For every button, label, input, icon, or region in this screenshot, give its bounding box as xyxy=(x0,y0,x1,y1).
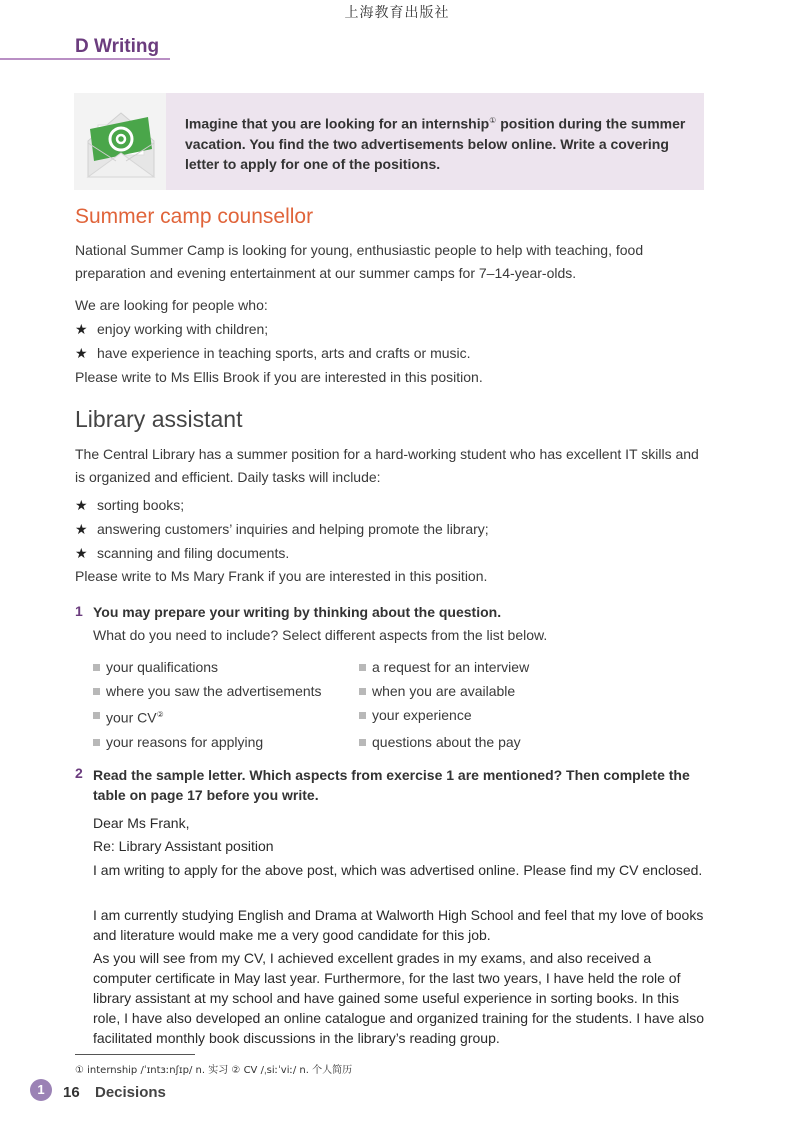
list-item: ★ sorting books; xyxy=(75,493,705,517)
section-title-underline xyxy=(0,58,170,60)
square-bullet-icon xyxy=(359,739,366,746)
ad-title-library: Library assistant xyxy=(75,406,243,432)
letter-paragraph: I am currently studying English and Drama at Walworth High School and feel that my love of books and literature would make me a very good candidate for this job. xyxy=(93,907,704,943)
star-bullet-icon: ★ xyxy=(75,521,88,537)
star-bullet-icon: ★ xyxy=(75,321,88,337)
ad-contact-summer-camp: Please write to Ms Ellis Brook if you are interested in this position. xyxy=(75,369,483,385)
letter-paragraph: I am writing to apply for the above post, which was advertised online. Please find my CV enclosed. xyxy=(93,862,703,878)
list-item: when you are available xyxy=(359,679,639,703)
publisher-header: 上海教育出版社 xyxy=(344,5,450,21)
exercise-heading: Read the sample letter. Which aspects from exercise 1 are mentioned? Then complete the table on page 17 before you write. xyxy=(93,767,690,803)
ad-lead-summer-camp: We are looking for people who: xyxy=(75,297,268,313)
list-item: a request for an interview xyxy=(359,655,639,679)
email-at-icon xyxy=(80,103,162,183)
exercise-heading: You may prepare your writing by thinking about the question. xyxy=(93,604,502,620)
ad-tasks-library xyxy=(75,493,705,565)
list-item: ★ answering customers’ inquiries and helping promote the library; xyxy=(75,517,705,541)
exercise-number: 1 xyxy=(75,603,83,619)
footnote-marker: ② xyxy=(156,710,164,719)
square-bullet-icon xyxy=(359,664,366,671)
task-instruction-text: Imagine that you are looking for an internship① position during the summer vacation. You find the two advertisements below online. Write a covering letter to apply for one of the positions. xyxy=(185,115,686,172)
footnote-divider xyxy=(75,1054,195,1055)
letter-greeting: Dear Ms Frank, xyxy=(93,815,190,831)
email-icon-panel xyxy=(74,93,166,190)
list-item: your qualifications xyxy=(93,655,359,679)
list-item: your CV② xyxy=(93,703,359,730)
list-item: ★ enjoy working with children; xyxy=(75,317,705,341)
footnote-marker: ① xyxy=(489,116,497,125)
star-bullet-icon: ★ xyxy=(75,345,88,361)
list-item: your experience xyxy=(359,703,639,730)
ad-contact-library: Please write to Ms Mary Frank if you are interested in this position. xyxy=(75,568,488,584)
list-item: ★ scanning and filing documents. xyxy=(75,541,705,565)
section-title: D Writing xyxy=(75,36,160,57)
ad-title-summer-camp: Summer camp counsellor xyxy=(75,205,314,228)
list-item: your reasons for applying xyxy=(93,730,359,754)
letter-subject: Re: Library Assistant position xyxy=(93,838,274,854)
letter-paragraph: As you will see from my CV, I achieved excellent grades in my exams, and also received a computer certificate in May last year. Furthermore, for the last two years, I have held the role of library assistant at my school and have gained some useful experience in sorting books. In this role, I have also developed an online catalogue and organized training for the students. I have also facilitated monthly book discussions in the library’s reading group. xyxy=(93,950,704,1046)
ad-intro-library: The Central Library has a summer position for a hard-working student who has excellent IT skills and is organized and efficient. Daily tasks will include: xyxy=(75,446,699,485)
square-bullet-icon xyxy=(93,664,100,671)
square-bullet-icon xyxy=(93,712,100,719)
ad-intro-summer-camp: National Summer Camp is looking for young, enthusiastic people to help with teaching, food preparation and evening entertainment at our summer camps for 7–14-year-olds. xyxy=(75,242,644,281)
square-bullet-icon xyxy=(359,712,366,719)
star-bullet-icon: ★ xyxy=(75,545,88,561)
square-bullet-icon xyxy=(93,739,100,746)
ad-requirements-summer-camp xyxy=(75,317,705,365)
list-item: where you saw the advertisements xyxy=(93,679,359,703)
exercise-number: 2 xyxy=(75,765,83,781)
aspects-list xyxy=(93,655,653,754)
star-bullet-icon: ★ xyxy=(75,497,88,513)
unit-badge: 1 xyxy=(30,1079,52,1101)
square-bullet-icon xyxy=(359,688,366,695)
square-bullet-icon xyxy=(93,688,100,695)
list-item: ★ have experience in teaching sports, arts and crafts or music. xyxy=(75,341,705,365)
exercise-instruction: What do you need to include? Select different aspects from the list below. xyxy=(93,627,548,643)
footnote: ① internship /ˈɪntɜːnʃɪp/ n. 实习 ② CV /ˌsiːˈviː/ n. 个人简历 xyxy=(75,1065,353,1076)
list-item: questions about the pay xyxy=(359,730,639,754)
unit-name: Decisions xyxy=(95,1084,166,1101)
task-instruction-box xyxy=(74,93,704,190)
page-number: 16 xyxy=(63,1084,80,1101)
